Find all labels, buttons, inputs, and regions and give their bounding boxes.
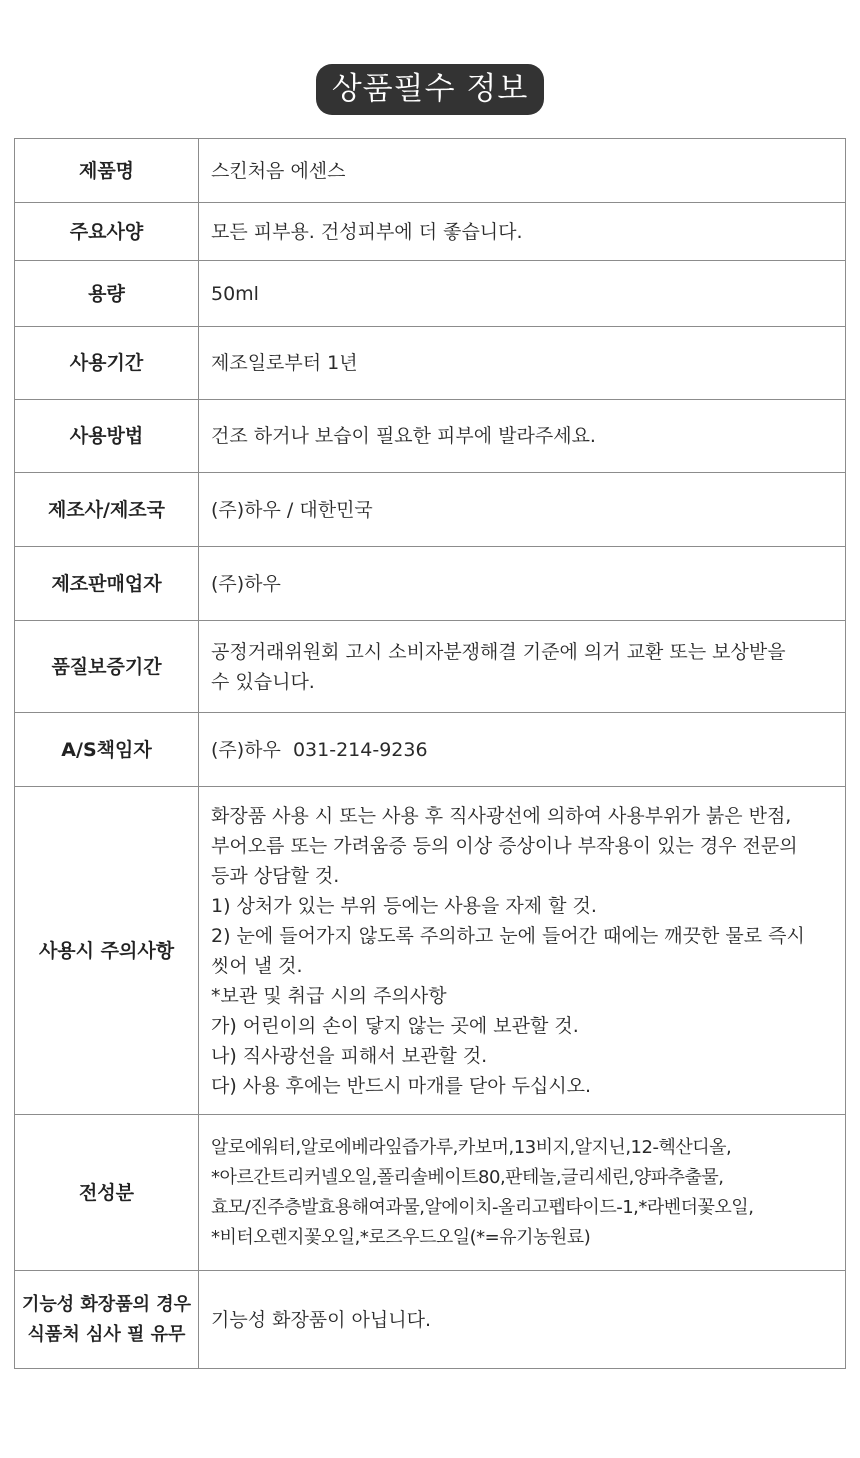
row-value [199, 261, 846, 327]
label-line: 기능성 화장품의 경우 [21, 1293, 192, 1315]
row-label: 사용기간 [15, 327, 199, 400]
row-value [199, 713, 846, 787]
value-line: 제조일로부터 1년 [211, 352, 358, 374]
table-row [15, 473, 846, 547]
row-value [199, 139, 846, 203]
table-row [15, 787, 846, 1115]
value-line: (주)하우 / 대한민국 [211, 498, 373, 521]
table-row [15, 203, 846, 261]
value-line: 수 있습니다. [211, 670, 315, 693]
row-label: 품질보증기간 [15, 621, 199, 713]
row-value [199, 400, 846, 473]
row-label: 주요사양 [15, 203, 199, 261]
value-line: 나) 직사광선을 피해서 보관할 것. [211, 1044, 488, 1067]
product-info-table [14, 138, 846, 1369]
value-line: *아르간트리커넬오일,폴리솔베이트80,판테놀,글리세린,양파추출물, [211, 1166, 724, 1188]
table-row [15, 327, 846, 400]
value-line: 공정거래위원회 고시 소비자분쟁해결 기준에 의거 교환 또는 보상받을 [211, 640, 786, 663]
table-row [15, 261, 846, 327]
value-line: 건조 하거나 보습이 필요한 피부에 발라주세요. [211, 425, 596, 447]
row-label: 용량 [15, 261, 199, 327]
table-row [15, 139, 846, 203]
value-line: (주)하우 031-214-9236 [211, 738, 428, 761]
value-line: 다) 사용 후에는 반드시 마개를 닫아 두십시오. [211, 1074, 592, 1097]
row-label [15, 1271, 199, 1369]
value-line: *비터오렌지꽃오일,*로즈우드오일(*=유기농원료) [211, 1226, 591, 1248]
row-label: 제조사/제조국 [15, 473, 199, 547]
page-title: 상품필수 정보 [316, 64, 544, 115]
row-value [199, 473, 846, 547]
row-label: 전성분 [15, 1115, 199, 1271]
table-row [15, 400, 846, 473]
row-value [199, 1115, 846, 1271]
value-line: *보관 및 취급 시의 주의사항 [211, 984, 447, 1007]
row-value [199, 203, 846, 261]
row-value [199, 621, 846, 713]
value-line: 효모/진주층발효용해여과물,알에이치-올리고펩타이드-1,*라벤더꽃오일, [211, 1196, 754, 1218]
value-line: 모든 피부용. 건성피부에 더 좋습니다. [211, 220, 523, 243]
row-label: 사용방법 [15, 400, 199, 473]
table-row [15, 1115, 846, 1271]
value-line: 기능성 화장품이 아닙니다. [211, 1308, 432, 1331]
value-line: 부어오름 또는 가려움증 등의 이상 증상이나 부작용이 있는 경우 전문의 [211, 834, 798, 857]
value-line: 씻어 낼 것. [211, 954, 303, 977]
row-value [199, 787, 846, 1115]
row-label: 제품명 [15, 139, 199, 203]
value-line: 가) 어린이의 손이 닿지 않는 곳에 보관할 것. [211, 1014, 579, 1037]
row-value [199, 547, 846, 621]
row-value [199, 1271, 846, 1369]
row-label: 사용시 주의사항 [15, 787, 199, 1115]
table-row [15, 547, 846, 621]
table-row [15, 1271, 846, 1369]
label-line: 식품처 심사 필 유무 [27, 1323, 186, 1345]
row-value [199, 327, 846, 400]
value-line: 50ml [211, 282, 259, 305]
value-line: 등과 상담할 것. [211, 864, 340, 887]
value-line: 1) 상처가 있는 부위 등에는 사용을 자제 할 것. [211, 894, 597, 917]
value-line: (주)하우 [211, 572, 281, 595]
value-line: 화장품 사용 시 또는 사용 후 직사광선에 의하여 사용부위가 붉은 반점, [211, 804, 792, 827]
table-row [15, 713, 846, 787]
value-line: 스킨처음 에센스 [211, 159, 346, 182]
value-line: 2) 눈에 들어가지 않도록 주의하고 눈에 들어간 때에는 깨끗한 물로 즉시 [211, 924, 805, 947]
value-line: 알로에워터,알로에베라잎즙가루,카보머,13비지,알지닌,12-헥산디올, [211, 1136, 732, 1158]
row-label: A/S책임자 [15, 713, 199, 787]
row-label: 제조판매업자 [15, 547, 199, 621]
table-row [15, 621, 846, 713]
